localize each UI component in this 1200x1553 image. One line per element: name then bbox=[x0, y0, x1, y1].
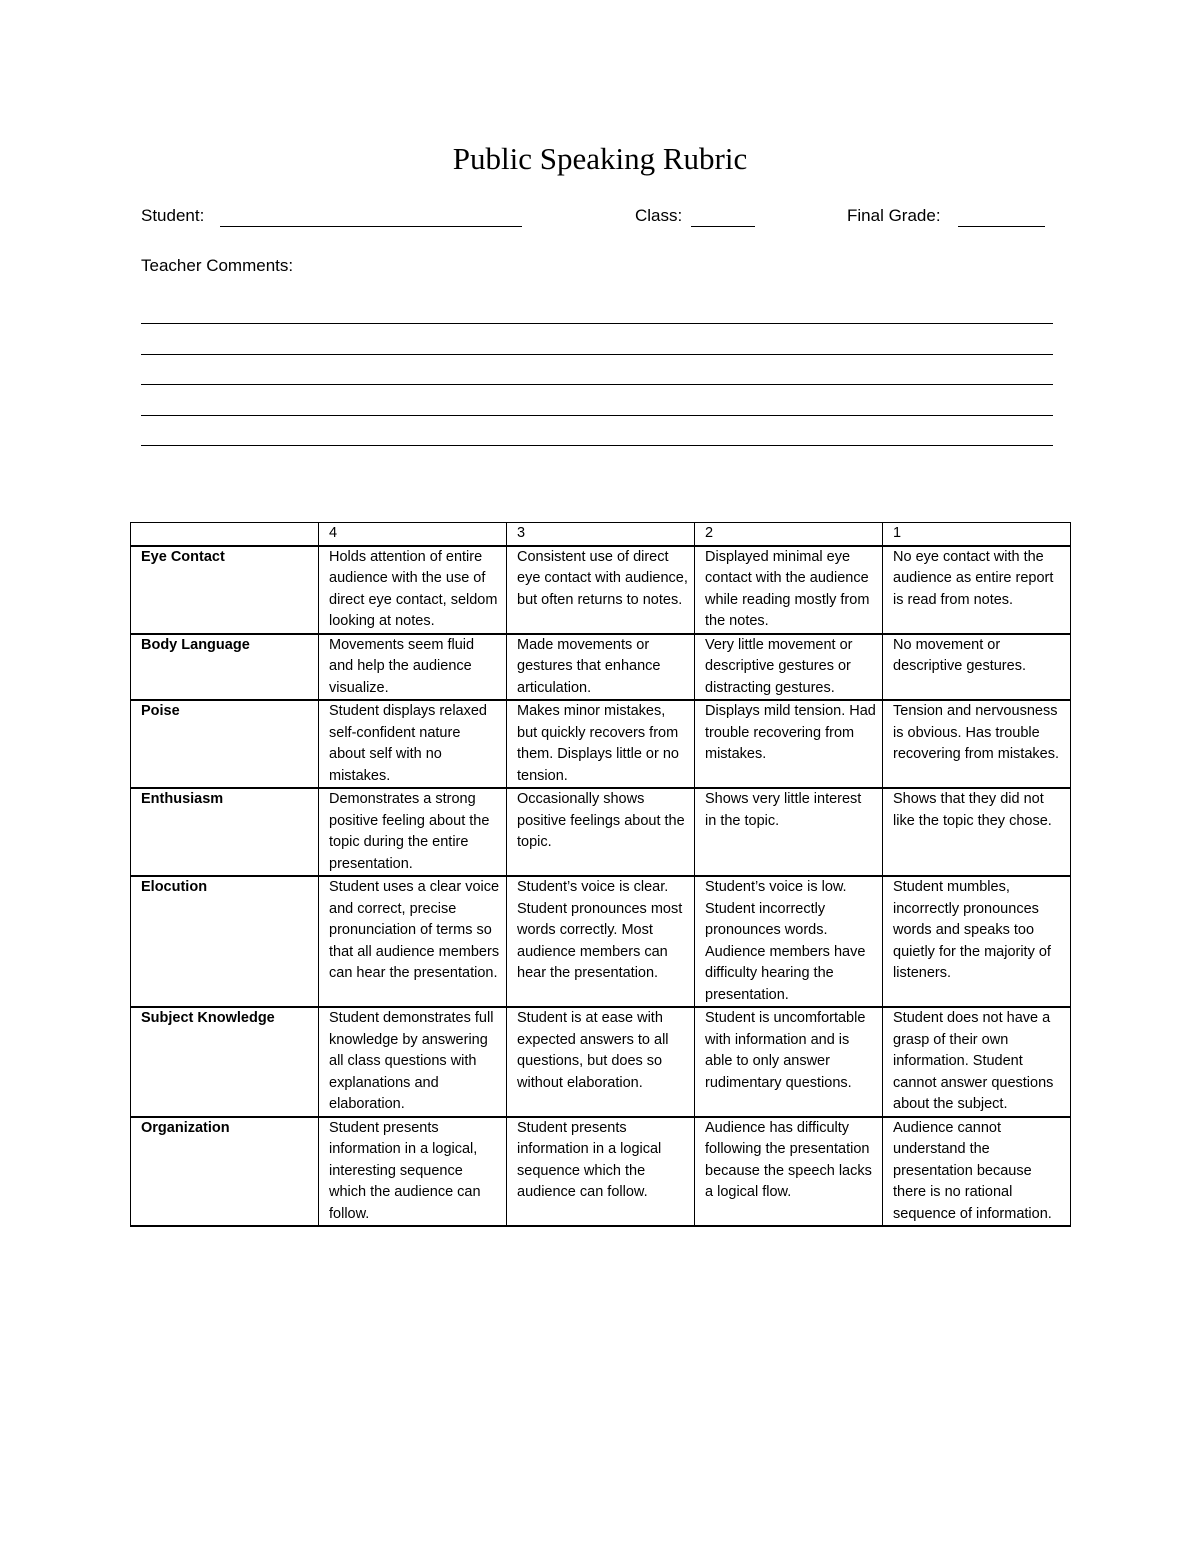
class-blank[interactable] bbox=[691, 226, 755, 227]
student-name-blank[interactable] bbox=[220, 226, 522, 227]
rubric-cell: Displays mild tension. Had trouble recovering from mistakes. bbox=[695, 700, 883, 788]
comment-line[interactable] bbox=[141, 323, 1053, 324]
criterion-label: Elocution bbox=[131, 876, 319, 1007]
rubric-cell: Shows very little interest in the topic. bbox=[695, 788, 883, 876]
rubric-cell: Student’s voice is clear. Student pronounces most words correctly. Most audience members can hear the presentation. bbox=[507, 876, 695, 1007]
rubric-cell: Occasionally shows positive feelings about the topic. bbox=[507, 788, 695, 876]
rubric-cell: Shows that they did not like the topic they chose. bbox=[883, 788, 1071, 876]
criterion-label: Body Language bbox=[131, 634, 319, 701]
rubric-row-elocution bbox=[131, 876, 1071, 1007]
criterion-label: Enthusiasm bbox=[131, 788, 319, 876]
rubric-cell: Movements seem fluid and help the audience visualize. bbox=[319, 634, 507, 701]
rubric-row-subject-knowledge bbox=[131, 1007, 1071, 1117]
rubric-cell: Audience cannot understand the presentation because there is no rational sequence of information. bbox=[883, 1117, 1071, 1227]
header-score-4: 4 bbox=[319, 523, 507, 546]
criterion-label: Subject Knowledge bbox=[131, 1007, 319, 1117]
rubric-cell: Demonstrates a strong positive feeling about the topic during the entire presentation. bbox=[319, 788, 507, 876]
comment-line[interactable] bbox=[141, 415, 1053, 416]
header-score-2: 2 bbox=[695, 523, 883, 546]
header-score-1: 1 bbox=[883, 523, 1071, 546]
rubric-cell: No eye contact with the audience as entire report is read from notes. bbox=[883, 546, 1071, 634]
rubric-cell: Student displays relaxed self-confident nature about self with no mistakes. bbox=[319, 700, 507, 788]
criterion-label: Organization bbox=[131, 1117, 319, 1227]
criterion-label: Eye Contact bbox=[131, 546, 319, 634]
final-grade-label: Final Grade: bbox=[847, 206, 941, 225]
rubric-cell: Very little movement or descriptive gestures or distracting gestures. bbox=[695, 634, 883, 701]
comment-line[interactable] bbox=[141, 354, 1053, 355]
rubric-header-row bbox=[131, 523, 1071, 546]
rubric-row-enthusiasm bbox=[131, 788, 1071, 876]
page-title: Public Speaking Rubric bbox=[452, 141, 748, 176]
class-label: Class: bbox=[635, 206, 683, 225]
rubric-cell: Student is uncomfortable with information and is able to only answer rudimentary questions. bbox=[695, 1007, 883, 1117]
rubric-cell: Holds attention of entire audience with the use of direct eye contact, seldom looking at notes. bbox=[319, 546, 507, 634]
teacher-comments-label: Teacher Comments: bbox=[141, 256, 294, 275]
header-score-3: 3 bbox=[507, 523, 695, 546]
rubric-row-poise bbox=[131, 700, 1071, 788]
rubric-table bbox=[130, 522, 1071, 1227]
rubric-cell: Student uses a clear voice and correct, precise pronunciation of terms so that all audience members can hear the presentation. bbox=[319, 876, 507, 1007]
rubric-cell: Tension and nervousness is obvious. Has trouble recovering from mistakes. bbox=[883, 700, 1071, 788]
criterion-label: Poise bbox=[131, 700, 319, 788]
rubric-cell: Displayed minimal eye contact with the audience while reading mostly from the notes. bbox=[695, 546, 883, 634]
rubric-cell: Student does not have a grasp of their own information. Student cannot answer questions about the subject. bbox=[883, 1007, 1071, 1117]
rubric-cell: Consistent use of direct eye contact with audience, but often returns to notes. bbox=[507, 546, 695, 634]
rubric-row-organization bbox=[131, 1117, 1071, 1227]
rubric-cell: Student is at ease with expected answers to all questions, but does so without elaboration. bbox=[507, 1007, 695, 1117]
rubric-cell: Made movements or gestures that enhance articulation. bbox=[507, 634, 695, 701]
comment-line[interactable] bbox=[141, 445, 1053, 446]
rubric-cell: Student’s voice is low. Student incorrectly pronounces words. Audience members have difficulty hearing the presentation. bbox=[695, 876, 883, 1007]
comment-line[interactable] bbox=[141, 384, 1053, 385]
rubric-cell: Student presents information in a logical sequence which the audience can follow. bbox=[507, 1117, 695, 1227]
rubric-cell: Student mumbles, incorrectly pronounces words and speaks too quietly for the majority of listeners. bbox=[883, 876, 1071, 1007]
final-grade-blank[interactable] bbox=[958, 226, 1045, 227]
header-cell-blank bbox=[131, 523, 319, 546]
rubric-row-body-language bbox=[131, 634, 1071, 701]
rubric-cell: Student demonstrates full knowledge by answering all class questions with explanations and elaboration. bbox=[319, 1007, 507, 1117]
rubric-cell: No movement or descriptive gestures. bbox=[883, 634, 1071, 701]
student-label: Student: bbox=[141, 206, 205, 225]
rubric-row-eye-contact bbox=[131, 546, 1071, 634]
rubric-cell: Student presents information in a logical, interesting sequence which the audience can follow. bbox=[319, 1117, 507, 1227]
rubric-cell: Makes minor mistakes, but quickly recovers from them. Displays little or no tension. bbox=[507, 700, 695, 788]
rubric-cell: Audience has difficulty following the presentation because the speech lacks a logical flow. bbox=[695, 1117, 883, 1227]
